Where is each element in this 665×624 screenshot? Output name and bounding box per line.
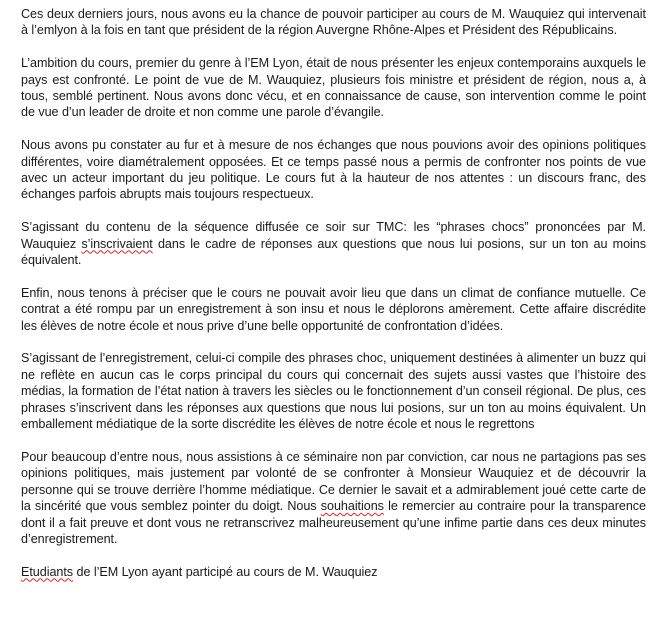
signature: Etudiants de l’EM Lyon ayant participé au cours de M. Wauquiez [21, 564, 378, 579]
paragraph-ambition: L’ambition du cours, premier du genre à l’EM Lyon, était de nous présenter les enjeux contemporains auxquels le pays est confronté. Le point de vue de M. Wauquiez, plusieurs fois ministre et président de région, nous a, à tous, semblé pertinent. Nous avons donc vécu, et en connaissance de cause, son intervention comme le point de vue d’un leader de droite et non comme une parole d’évangile. [21, 56, 646, 120]
paragraph-confidence: Enfin, nous tenons à préciser que le cours ne pouvait avoir lieu que dans un climat de confiance mutuelle. Ce contrat a été rompu par un enregistrement à son insu et nous le déplorons amèrement. Cette affaire discrédite les élèves de notre école et nous prive d’une belle opportunité de confrontation d’idées. [21, 285, 646, 333]
paragraph-recording: S’agissant de l’enregistrement, celui-ci compile des phrases choc, uniquement destinées à alimenter un buzz qui ne reflète en aucun cas le corps principal du cours qui concernait des sujets aussi vastes que l’histoire des médias, la formation de l’état nation à travers les siècles ou le fonctionnement d’un conseil régional. De plus, ces phrases s’inscrivent dans les réponses aux questions que nous lui posions, sur un ton au moins équivalent. Un emballement médiatique de la sorte discrédite les élèves de notre école et nous le regrettons [21, 351, 646, 432]
document-body [21, 0, 646, 597]
spellcheck-word: Etudiants [21, 564, 74, 579]
spellcheck-word: souhaitions [320, 499, 384, 514]
spellcheck-word: s’inscrivaient [81, 236, 153, 251]
paragraph-tmc-sequence: S’agissant du contenu de la séquence diffusée ce soir sur TMC: les “phrases chocs” prononcées par M. Wauquiez s’inscrivaient dans le cadre de réponses aux questions que nous lui posions, sur un ton au moins équivalent. [21, 220, 646, 268]
paragraph-exchanges: Nous avons pu constater au fur et à mesure de nos échanges que nous pouvions avoir des opinions politiques différentes, voire diamétralement opposées. Et ce temps passé nous a permis de confronter nos points de vue avec un acteur important du jeu politique. Le cours fut à la hauteur de nos attentes : un discours franc, des échanges parfois abrupts mais toujours respectueux. [21, 138, 646, 202]
paragraph-conviction: Pour beaucoup d’entre nous, nous assistions à ce séminaire non par conviction, car nous ne partagions pas ses opinions politiques, mais justement par volonté de se confronter à Monsieur Wauquiez et de découvrir la personne qui se trouve derrière l’homme médiatique. Ce dernier le savait et a admirablement joué cette carte de la sincérité que vous semblez pointer du doigt. Nous souhaitions le remercier au contraire pour la transparence dont il a fait preuve et dont vous ne retranscrivez malheureusement qu’une infime partie dans ces deux minutes d’enregistrement. [21, 449, 646, 546]
paragraph-intro: Ces deux derniers jours, nous avons eu la chance de pouvoir participer au cours de M. Wauquiez qui intervenait à l’emlyon à la fois en tant que président de la région Auvergne Rhône-Alpes et Président des Républicains. [21, 7, 646, 38]
